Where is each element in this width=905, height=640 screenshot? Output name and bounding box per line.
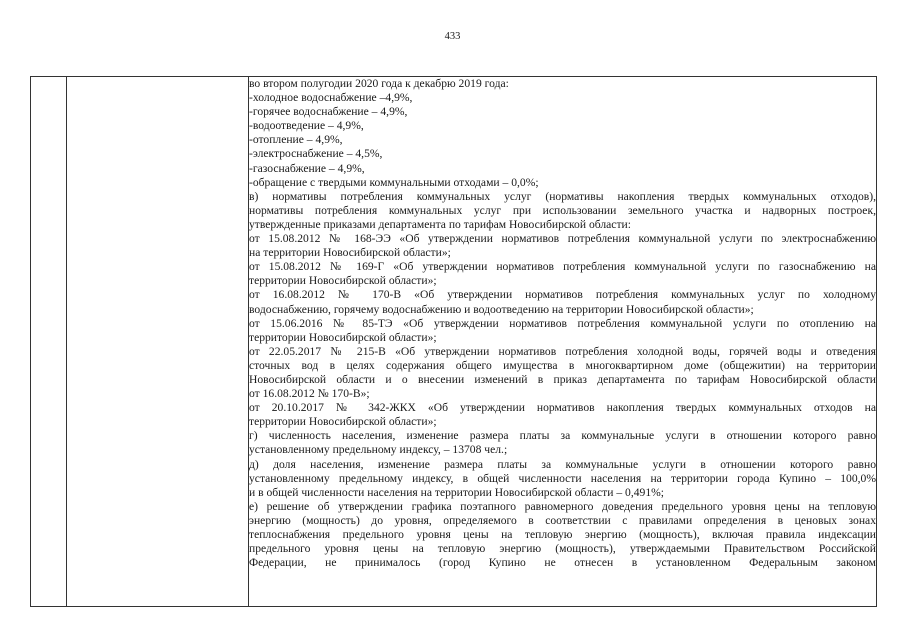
text-line: территории Новосибирской области»; [249,274,437,288]
text-line: -отопление – 4,9%, [249,133,343,147]
row-name-cell [67,77,249,607]
row-number-cell [31,77,67,607]
text-line: сточных вод в целях содержания общего имущества в многоквартирном доме (общежитии) на территории [249,358,876,372]
text-line: установленному предельному индексу, – 13708 чел.; [249,443,508,457]
text-line: предельного уровня цены на тепловую энергию (мощность), утверждаемыми Правительством Российской [249,542,876,556]
text-line: -обращение с твердыми коммунальными отходами – 0,0%; [249,175,539,189]
text-line: водоснабжению, горячему водоснабжению и водоотведению на территории Новосибирской области»; [249,302,754,316]
text-line: -горячее водоснабжение – 4,9%, [249,105,408,119]
text-line: территории Новосибирской области»; [249,415,437,429]
text-line: от 16.08.2012 № 170-В «Об утверждении нормативов потребления коммунальных услуг по холодному [249,288,876,302]
text-line: -холодное водоснабжение –4,9%, [249,91,413,105]
text-line: в) нормативы потребления коммунальных услуг (нормативы накопления твердых коммунальных отходов), [249,189,876,203]
page-number: 433 [444,31,461,42]
content-text [249,77,876,570]
text-line: Федерации, не принималось (город Купино не отнесен в установленном Федеральным законом [249,556,876,570]
row-content-cell [249,77,877,607]
text-line: от 20.10.2017 № 342-ЖКХ «Об утверждении нормативов накопления твердых коммунальных отходов на [249,401,876,415]
text-line: -электроснабжение – 4,5%, [249,147,383,161]
text-line: во втором полугодии 2020 года к декабрю 2019 года: [249,77,509,90]
text-line: теплоснабжения предельного уровня цены на тепловую энергию (мощность), включая правила индексации [249,528,876,541]
text-line: от 15.08.2012 № 169-Г «Об утверждении нормативов потребления коммунальной услуги по газоснабжению на [249,260,876,274]
text-line: Новосибирской области и о внесении изменений в приказ департамента по тарифам Новосибирской области [249,372,876,386]
text-line: энергию (мощность) до уровня, определяемого в соответствии с правилами определения в ценовых зонах [249,513,876,527]
document-table [30,76,877,607]
text-line: нормативы потребления коммунальных услуг при использовании земельного участка и надворных построек, [249,203,876,217]
text-line: -водоотведение – 4,9%, [249,119,364,133]
text-line: установленному предельному индексу, в общей численности населения на территории города Купино – 100,0% [249,471,876,485]
text-line: г) численность населения, изменение размера платы за коммунальные услуги в отношении которого равно [249,429,876,443]
table-row [31,77,877,607]
text-line: е) решение об утверждении графика поэтапного равномерного доведения предельного уровня цены на тепловую [249,499,876,513]
text-line: от 15.06.2016 № 85-ТЭ «Об утверждении нормативов потребления коммунальной услуги по отоплению на [249,316,876,330]
text-line: д) доля населения, изменение размера платы за коммунальные услуги в отношении которого равно [249,457,876,471]
text-line: утвержденные приказами департамента по тарифам Новосибирской области: [249,217,631,231]
text-line: на территории Новосибирской области»; [249,246,451,260]
text-line: территории Новосибирской области»; [249,330,437,344]
text-line: и в общей численности населения на территории Новосибирской области – 0,491%; [249,485,665,499]
text-line: от 15.08.2012 № 168-ЭЭ «Об утверждении нормативов потребления коммунальной услуги по электроснабжению [249,232,876,246]
text-line: от 22.05.2017 № 215-В «Об утверждении нормативов потребления холодной воды, горячей воды и отведения [249,344,876,358]
text-line: от 16.08.2012 № 170-В»; [249,387,370,401]
text-line: -газоснабжение – 4,9%, [249,161,365,175]
